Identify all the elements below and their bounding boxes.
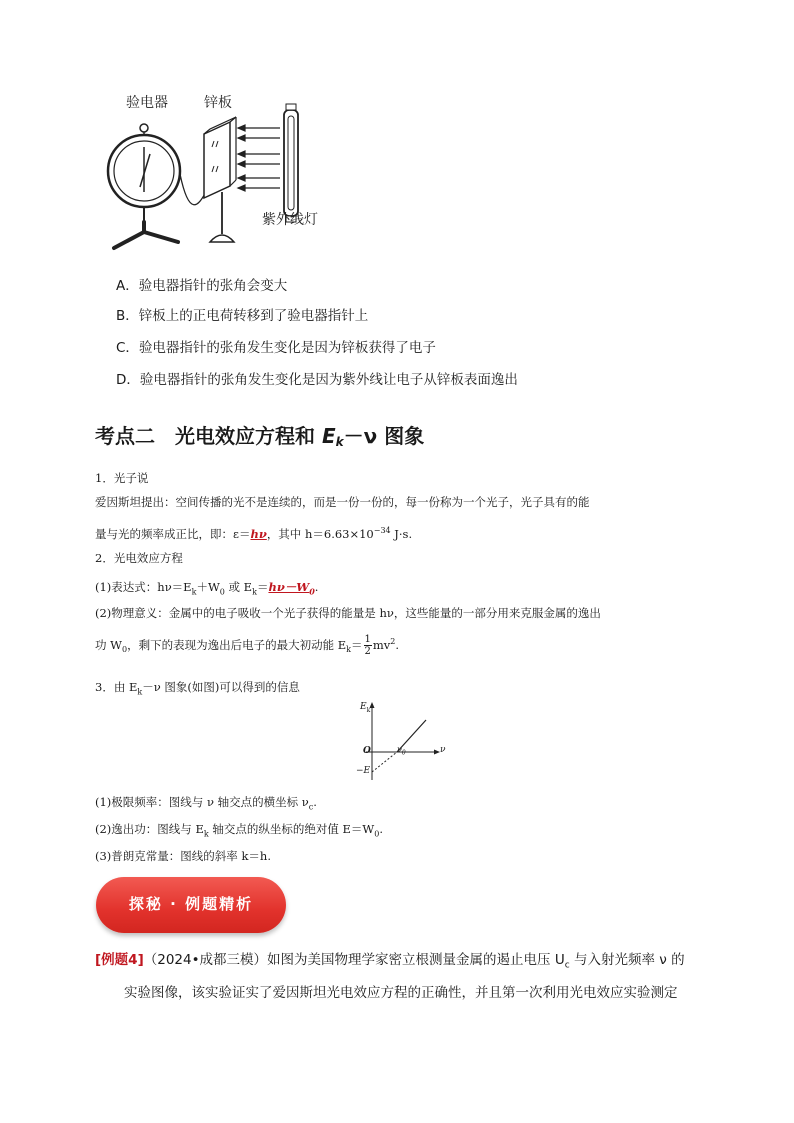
answer-h-nu: hν: [250, 526, 267, 541]
ek-nu-graph: [352, 700, 452, 784]
option-d: D．验电器指针的张角发生变化是因为紫外线让电子从锌板表面逸出: [116, 372, 518, 388]
experiment-figure: [100, 92, 340, 260]
graph-origin-label: O: [363, 746, 371, 756]
graph-neg-e-label: −E: [356, 766, 371, 776]
example-line2: 实验图像，该实验证实了爱因斯坦光电效应方程的正确性，并且第一次利用光电效应实验测定: [124, 985, 678, 1001]
example-banner: [96, 877, 286, 933]
answer-hnu-minus-w0: $h\nu-W_0$: [268, 580, 315, 597]
equation-heading: 2．光电效应方程: [95, 551, 183, 565]
graph-info-heading: 3．由 $E_k-\nu$ 图象(如图)可以得到的信息: [95, 680, 300, 697]
equation-meaning-line2: 功 $W_0$，剩下的表现为逸出后电子的最大初动能 $E_k=$ $\frac{1}{2}$ $mv^2$.: [95, 634, 400, 658]
photon-heading: 1．光子说: [95, 471, 149, 485]
option-c: C．验电器指针的张角发生变化是因为锌板获得了电子: [116, 340, 436, 356]
photon-line2: 量与光的频率成正比，即：ε＝hν，其中 $h=6.63\times 10^{-34}$ J·s.: [95, 526, 413, 541]
equation-meaning-line1: (2)物理意义：金属中的电子吸收一个光子获得的能量是 hν，这些能量的一部分用来克服金属的逸出: [95, 606, 601, 620]
option-b: B．锌板上的正电荷转移到了验电器指针上: [116, 308, 369, 324]
graph-info-item1: (1)极限频率：图线与 ν 轴交点的横坐标 $\nu_c$.: [95, 795, 317, 812]
graph-y-label: $E_k$: [360, 702, 371, 714]
graph-nu0-label: $\nu_0$: [397, 745, 406, 757]
fraction-one-half: $\frac{1}{2}$: [364, 634, 371, 658]
photon-line1: 爱因斯坦提出：空间传播的光不是连续的，而是一份一份的，每一份称为一个光子，光子具有的能: [95, 495, 590, 509]
section-heading: 考点二 光电效应方程和 $E_k-\nu$ 图象: [95, 424, 425, 449]
example-banner-text: 探秘 · 例题精析: [128, 895, 254, 913]
graph-info-item2: (2)逸出功：图线与 $E_k$ 轴交点的纵坐标的绝对值 $E=W_0$.: [95, 822, 383, 839]
experiment-diagram: [100, 92, 340, 260]
option-a: A．验电器指针的张角会变大: [116, 278, 288, 294]
uv-lamp-label: 紫外线灯: [262, 212, 318, 228]
graph-x-label: ν: [440, 745, 446, 755]
example-line1: [例题4]（2024•成都三模）如图为美国物理学家密立根测量金属的遏止电压 $U_c$ 与入射光频率 ν 的: [95, 952, 685, 971]
example-tag: [例题4]: [95, 952, 144, 968]
zinc-plate-label: 锌板: [204, 95, 232, 111]
graph-info-item3: (3)普朗克常量：图线的斜率 k＝h.: [95, 849, 271, 863]
equation-expression: (1)表达式：$h\nu=E_k+W_0$ 或 $E_k=h\nu-W_0$.: [95, 580, 319, 597]
electroscope-label: 验电器: [126, 95, 168, 111]
